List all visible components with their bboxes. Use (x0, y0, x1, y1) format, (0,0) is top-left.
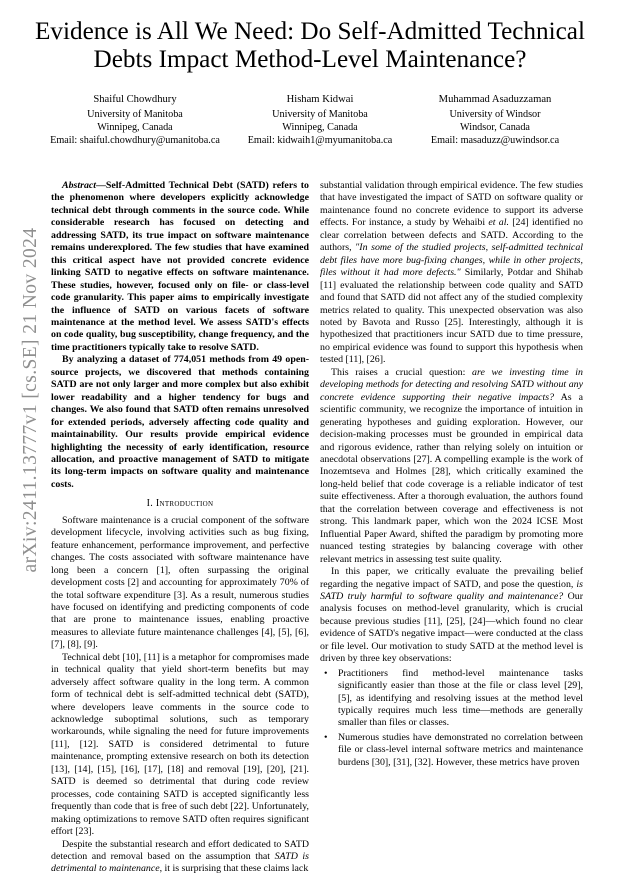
text-span: In this paper, we critically evaluate the prevailing belief regarding the negative impact of SATD, and pose the question, (320, 566, 583, 590)
quote-span: "In some of the studied projects, self-admitted technical debt files have more bug-fixing changes, while in other projects, files without it had more defects." (320, 242, 584, 279)
abstract-paragraph-2: By analyzing a dataset of 774,051 methods from 49 open-source projects, we discovered that methods containing SATD are not only larger and more complex but also exhibit lower readability and a higher tendency for bugs and changes. We also found that SATD often remains unresolved for extended periods, adversely affecting code quality and maintainability. Our results provide empirical evidence highlighting the necessity of early identification, resource allocation, and proactive management of SATD to mitigate its long-term impacts on software quality and maintenance costs. (51, 354, 309, 490)
author-affiliation: University of Manitoba (272, 109, 368, 120)
author-location: Windsor, Canada (460, 122, 530, 133)
author-affiliation: University of Windsor (449, 109, 541, 120)
text-span: , it is surprising that these claims lack (159, 863, 309, 875)
bullet-icon: • (324, 731, 328, 743)
author-name: Hisham Kidwai (286, 94, 354, 105)
text-span: [24] identified no clear correlation between defects and SATD. According to the authors, (320, 217, 583, 254)
list-item (320, 732, 583, 769)
author-name: Shaiful Chowdhury (93, 94, 177, 105)
right-paragraph-1 (320, 180, 583, 367)
intro-paragraph-2: Technical debt [10], [11] is a metaphor for compromises made in technical quality that yield short-term benefits but may adversely affect software quality in the long term. A common form of technical debt is self-admitted technical debt (SATD), where developers leave comments in the source code to acknowledge suboptimal solutions, such as temporary workarounds, while signaling the need for future improvements [11], [12]. SATD is considered detrimental to future maintenance, prompting extensive research on both its detection [13], [14], [15], [16], [17], [18] and removal [19], [20], [21]. SATD is deemed so detrimental that during code review processes, code containing SATD is accepted significantly less frequently than code that is free of such debt [22]. Unfortunately, making optimizations to remove SATD often requires significant effort [23]. (51, 651, 309, 838)
arxiv-identifier-stamp: arXiv:2411.13777v1 [cs.SE] 21 Nov 2024 (20, 227, 41, 573)
author-location: Winnipeg, Canada (282, 122, 358, 133)
right-paragraph-3 (320, 566, 583, 666)
author-email: Email: kidwaih1@myumanitoba.ca (247, 135, 393, 146)
author-email: Email: shaiful.chowdhury@umanitoba.ca (50, 135, 220, 146)
section-number: I. (146, 498, 154, 510)
abstract-paragraph-1 (51, 180, 309, 354)
text-span: substantial validation through empirical evidence. The few studies that have investigated the impact of SATD on software quality or maintenance found no concrete evidence to support its adverse effects. For instance, a study by Wehaibi (320, 180, 583, 229)
author-3 (395, 93, 595, 147)
right-column (320, 180, 583, 771)
author-name: Muhammad Asaduzzaman (438, 94, 552, 105)
observation-list (320, 668, 583, 770)
text-span: This raises a crucial question: (331, 366, 473, 378)
list-item (320, 668, 583, 730)
bullet-icon: • (324, 667, 328, 679)
author-2 (220, 93, 420, 147)
abstract-lead: Abstract (62, 180, 97, 191)
left-column (51, 180, 309, 876)
author-block (35, 93, 595, 149)
text-span: Similarly, Potdar and Shihab [11] evaluated the relationship between code quality and SATD and found that SATD did not affect any of the studied complexity metrics related to quality. This unexpected observation was also noted by Bavota and Russo [25]. Interestingly, although it is hypothesized that practitioners incur SATD due to time pressure, no empirical evidence was found to support this hypothesis when tested [11], [26]. (320, 267, 583, 366)
intro-paragraph-3 (51, 839, 309, 876)
list-item-text: Practitioners find method-level maintenance tasks significantly easier than those at the file or class level [29], [5], as identifying and resolving issues at the method level typically requires much less time—methods are generally smaller than files or classes. (338, 667, 583, 729)
intro-paragraph-1: Software maintenance is a crucial component of the software development lifecycle, involving activities such as bug fixing, feature enhancement, performance improvement, and perfective changes. The costs associated with software maintenance have long been a concern [1], often surpassing the original development costs [2] and accounting for approximately 70% of the total software expenditure [3]. As a result, numerous studies have focused on identifying and predicting components of code that are prone to maintenance issues, enabling proactive measures to alleviate future maintenance challenges [4], [5], [6], [7], [8], [9]. (51, 514, 309, 651)
list-item-text: Numerous studies have demonstrated no correlation between file or class-level internal software metrics and maintenance burdens [30], [31], [32]. However, these metrics have proven (338, 731, 583, 768)
emphasis-span: are we investing time in developing methods for detecting and resolving SATD without any concrete evidence supporting their negative impacts? (320, 366, 583, 403)
research-question: is SATD truly harmful to software quality and maintenance? (320, 578, 583, 602)
emphasis-span: et al. (488, 217, 509, 229)
author-location: Winnipeg, Canada (97, 122, 173, 133)
abstract-text-1: —Self-Admitted Technical Debt (SATD) refers to the phenomenon where developers explicitly acknowledge technical debt through comments in the source code. While considerable research has focused on detecting and addressing SATD, its true impact on software maintenance remains underexplored. The few studies that have examined this critical aspect have not provided concrete evidence linking SATD to negative effects on software maintenance. These studies, however, focused only on file- or class-level code granularity. This paper aims to empirically investigate the influence of SATD on various facets of software maintenance at the method level. We assess SATD's effects on code quality, bug susceptibility, change frequency, and the time practitioners typically take to resolve SATD. (51, 180, 309, 353)
text-span: Despite the substantial research and effort dedicated to SATD detection and removal based on the assumption that (51, 838, 309, 863)
author-email: Email: masaduzz@uwindsor.ca (430, 135, 560, 146)
text-span: As a scientific community, we recognize the importance of intuition in generating hypotheses and guiding exploration. However, our decision-making processes must be grounded in empirical data and rigorous evidence, rather than relying solely on intuition or anecdotal observations [27]. A compelling example is the work of Inozemtseva and Holmes [28], which critically examined the long-held belief that code coverage is a reliable indicator of test suite effectiveness. After a thorough evaluation, the authors found that the correlation between coverage and effectiveness is not strong. This landmark paper, which won the 2024 ICSE Most Influential Paper Award, shifted the paradigm by promoting more nuanced testing strategies by balancing coverage with other relevant metrics in assessing test suite quality. (320, 391, 584, 565)
text-span: Our analysis focuses on method-level granularity, which is crucial because previous studies [11], [25], [24]—which found no clear evidence of SATD's negative impact—were conducted at the class or file level. Our motivation to study SATD at the method level is driven by three key observations: (320, 590, 583, 665)
author-affiliation: University of Manitoba (87, 109, 183, 120)
section-title: Introduction (155, 498, 214, 510)
right-paragraph-2 (320, 367, 583, 566)
paper-title: Evidence is All We Need: Do Self-Admitted Technical Debts Impact Method-Level Maintenance? (35, 18, 585, 73)
section-heading-introduction (51, 498, 309, 510)
author-1 (35, 93, 235, 147)
emphasis-span: SATD is detrimental to maintenance (51, 851, 309, 875)
